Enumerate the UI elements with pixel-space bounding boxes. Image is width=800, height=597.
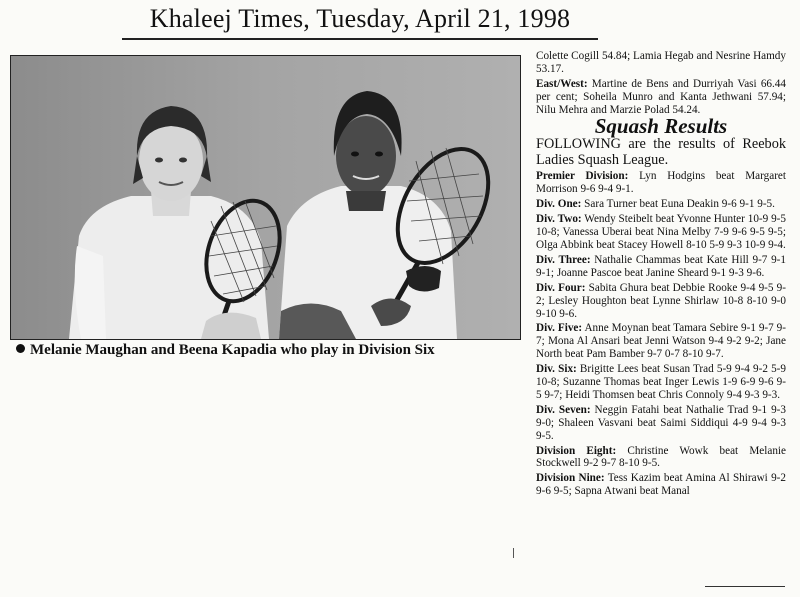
division-paragraph — [536, 170, 786, 196]
division-paragraph — [536, 198, 786, 211]
division-results: Brigitte Lees beat Susan Trad 5-9 9-4 9-2 5-9 10-8; Suzanne Thomas beat Inger Lewis 1-9 6-9 9-6 9-5 9-7; Heidi Thomsen beat Chris Connoly 9-4 9-3 9-3. — [536, 363, 786, 401]
division-label: Div. Five: — [536, 322, 583, 335]
division-label: Div. Two: — [536, 213, 582, 226]
caption-text: Melanie Maughan and Beena Kapadia who play in Division Six — [30, 342, 435, 358]
division-paragraph — [536, 254, 786, 280]
division-label: Division Nine: — [536, 472, 605, 485]
division-label: Div. Seven: — [536, 403, 591, 416]
division-paragraph — [536, 472, 786, 498]
photo-caption — [16, 342, 521, 359]
division-paragraph — [536, 445, 786, 471]
bottom-rule — [705, 586, 785, 587]
column-divider-mark — [513, 548, 514, 558]
division-label: Div. Three: — [536, 253, 591, 266]
masthead-rule — [122, 38, 598, 40]
division-label: Div. Four: — [536, 281, 586, 294]
division-results: Anne Moynan beat Tamara Sebire 9-1 9-7 9-7; Mona Al Ansari beat Jenni Watson 9-4 9-2 9-2; Jane North beat Pam Bamber 9-7 0-7 8-10 9-7. — [536, 322, 787, 361]
division-paragraph — [536, 363, 786, 402]
eastwest-paragraph — [536, 78, 786, 117]
division-results: Sara Turner beat Euna Deakin 9-6 9-1 9-5. — [581, 198, 775, 211]
photo-two-squash-players — [10, 55, 521, 340]
division-label: Premier Division: — [536, 170, 629, 183]
article-heading: Squash Results — [594, 113, 728, 138]
division-paragraph — [536, 322, 786, 361]
division-label: Div. One: — [536, 198, 582, 211]
bullet-icon — [16, 344, 25, 353]
division-label: Division Eight: — [536, 444, 617, 457]
division-results: Sabita Ghura beat Debbie Rooke 9-4 9-5 9-2; Lesley Houghton beat Lynne Shirlaw 10-8 8-10 9-0 9-10 9-6. — [536, 281, 786, 320]
division-results: Lyn Hodgins beat Margaret Morrison 9-6 9-4 9-1. — [536, 170, 786, 196]
masthead: Khaleej Times, Tuesday, April 21, 1998 — [149, 4, 571, 33]
eastwest-text: Martine de Bens and Durriyah Vasi 66.44 per cent; Soheila Munro and Kanta Jethwani 57.94; Nilu Mehra and Marzie Polad 54.24. — [536, 77, 786, 116]
division-results: Neggin Fatahi beat Nathalie Trad 9-1 9-3 9-0; Shaleen Vasvani beat Saimi Siddiqui 4-9 9-4 9-3 9-5. — [536, 403, 787, 442]
division-label: Div. Six: — [536, 363, 577, 376]
division-paragraph — [536, 404, 786, 443]
article-intro: FOLLOWING are the results of Reebok Ladies Squash League. — [536, 136, 786, 169]
continued-text: Colette Cogill 54.84; Lamia Hegab and Nesrine Hamdy 53.17. — [536, 50, 786, 75]
division-results: Tess Kazim beat Amina Al Shirawi 9-2 9-6 9-5; Sapna Atwani beat Manal — [536, 472, 786, 498]
article-column — [536, 50, 786, 500]
eastwest-label: East/West: — [536, 77, 588, 90]
division-results: Nathalie Chammas beat Kate Hill 9-7 9-1 9-1; Joanne Pascoe beat Janine Sheard 9-1 9-3 9-6. — [536, 253, 786, 279]
division-paragraph — [536, 213, 786, 252]
division-results: Wendy Steibelt beat Yvonne Hunter 10-9 9-5 10-8; Vanessa Uberai beat Nina Melby 7-9 9-6 9-5 9-5; Olga Abbink beat Stacey Howell 8-10 5-9 9-3 10-9 9-4. — [536, 213, 786, 251]
division-results: Christine Wowk beat Melanie Stockwell 9-2 9-7 8-10 9-5. — [536, 444, 786, 470]
division-paragraph — [536, 282, 786, 321]
